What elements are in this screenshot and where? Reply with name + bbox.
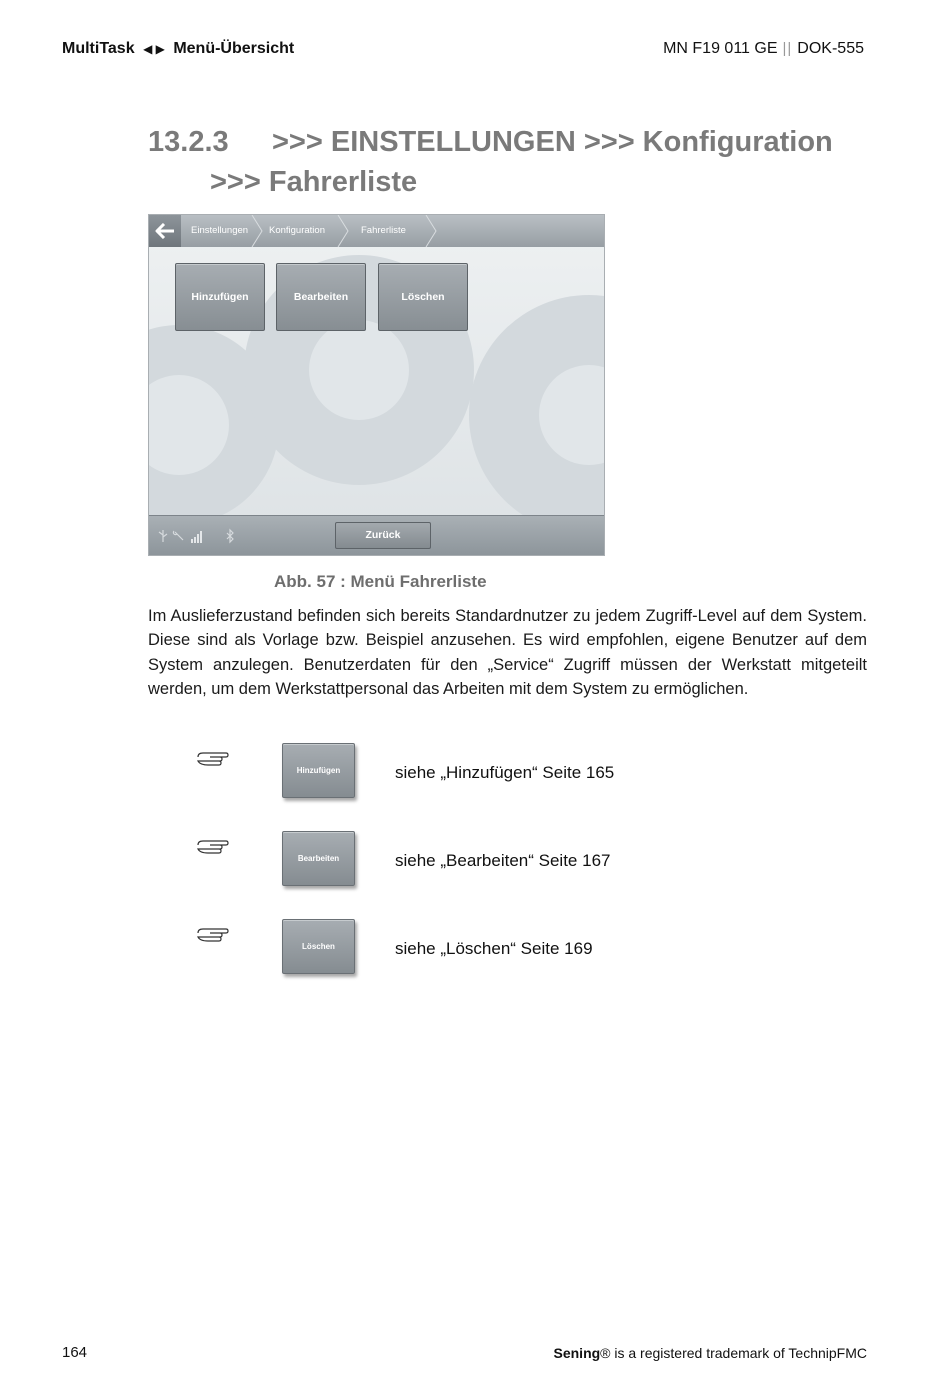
header-doc-number: MN F19 011 GE (663, 40, 778, 57)
breadcrumb-chevron-icon (425, 215, 437, 247)
breadcrumb-fahrerliste[interactable]: Fahrerliste (361, 225, 406, 236)
header-section: Menü-Übersicht (173, 40, 295, 57)
status-bar (149, 515, 604, 555)
trademark-note (554, 1345, 868, 1361)
wrench-icon (173, 531, 183, 540)
breadcrumb-bar (149, 215, 604, 247)
section-title-line1: >>> EINSTELLUNGEN >>> Konfiguration (272, 126, 833, 158)
nav-arrows-icon: ◀ ▶ (143, 42, 165, 56)
section-heading (148, 122, 868, 202)
back-button[interactable] (149, 215, 181, 247)
device-screenshot (148, 214, 605, 556)
reference-text: siehe „Hinzufügen“ Seite 165 (395, 763, 615, 782)
status-icons (158, 528, 238, 544)
back-arrow-icon (155, 223, 175, 239)
header-product: MultiTask (62, 40, 135, 57)
section-number: 13.2.3 (148, 126, 229, 158)
pointing-hand-icon (196, 837, 230, 857)
body-paragraph: Im Auslieferzustand befinden sich bereits Standardnutzer zu jedem Zugriff-Level auf dem System. Diese sind als Vorlage bzw. Beispiel anzusehen. Es wird empfohlen, eigene Benutzer auf dem System anzulegen. Benutzerdaten für den „Service“ Zugriff müssen der Werkstatt mitgeteilt werden, um dem Werkstattpersonal das Arbeiten mit dem System zu ermöglichen. (148, 607, 867, 699)
background-gear-center-hole (309, 320, 409, 420)
signal-icon (191, 531, 202, 543)
trademark-text: ® is a registered trademark of TechnipFMC (600, 1345, 867, 1361)
bearbeiten-button[interactable]: Bearbeiten (276, 263, 366, 331)
breadcrumb-einstellungen[interactable]: Einstellungen (191, 225, 249, 236)
loeschen-button[interactable]: Löschen (378, 263, 468, 331)
hinzufuegen-button[interactable]: Hinzufügen (175, 263, 265, 331)
reference-row (196, 831, 796, 891)
hinzufuegen-button-thumbnail: Hinzufügen (282, 743, 355, 798)
reference-text: siehe „Bearbeiten“ Seite 167 (395, 851, 611, 870)
page-number: 164 (62, 1344, 88, 1361)
breadcrumb-konfiguration[interactable]: Konfiguration (269, 225, 325, 236)
bluetooth-icon (227, 530, 233, 542)
header-separator: || (782, 40, 793, 57)
usb-icon (159, 530, 167, 542)
figure-caption: Abb. 57 : Menü Fahrerliste (274, 572, 487, 591)
reference-row (196, 743, 796, 803)
running-header-left (62, 40, 294, 58)
pointing-hand-icon (196, 749, 230, 769)
reference-text: siehe „Löschen“ Seite 169 (395, 939, 593, 958)
brand-name: Sening (553, 1345, 601, 1361)
zurueck-button[interactable]: Zurück (335, 522, 431, 549)
breadcrumb-chevron-icon (337, 215, 349, 247)
section-title-line2: >>> Fahrerliste (210, 166, 418, 198)
bearbeiten-button-thumbnail: Bearbeiten (282, 831, 355, 886)
breadcrumb-chevron-icon (251, 215, 263, 247)
header-doc-ref: DOK-555 (797, 40, 864, 57)
reference-row (196, 919, 796, 979)
pointing-hand-icon (196, 925, 230, 945)
loeschen-button-thumbnail: Löschen (282, 919, 355, 974)
running-header-right (663, 40, 864, 58)
